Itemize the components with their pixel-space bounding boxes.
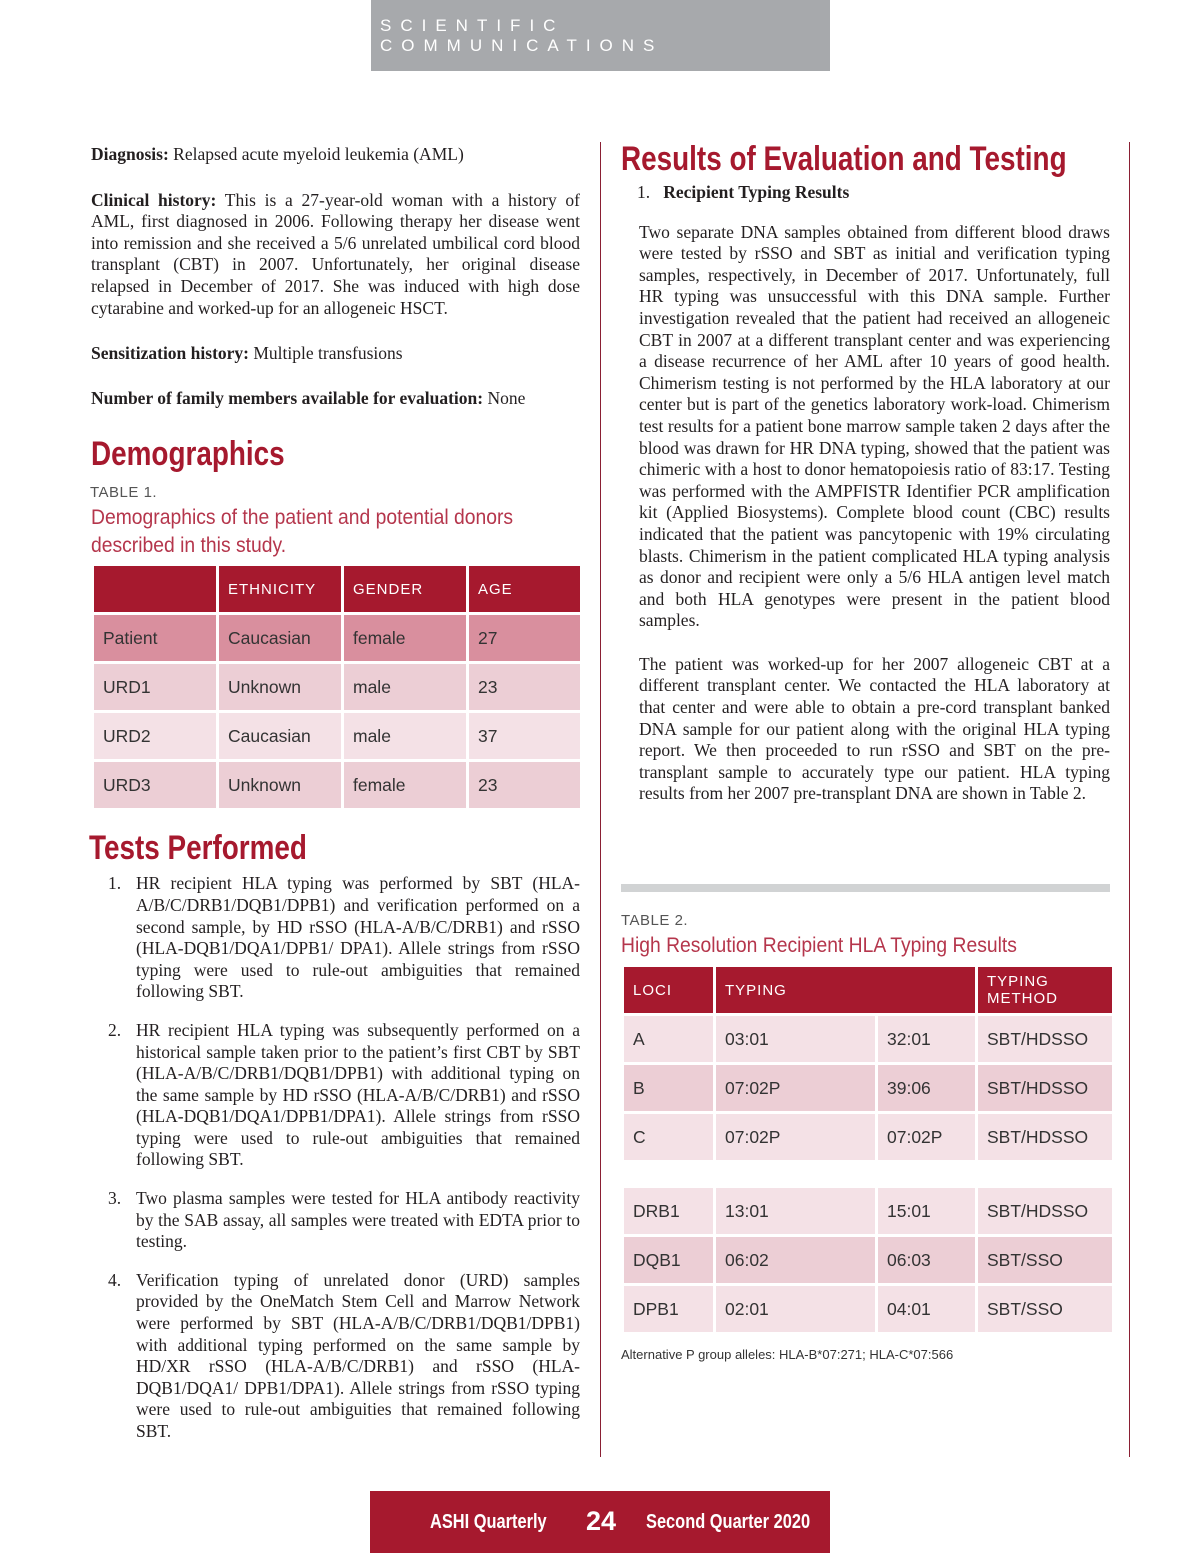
list-text: HR recipient HLA typing was subsequently performed on a historical sample taken prior to the patient’s first CBT by SBT (HLA-A/B/C/DRB1/DQB1/DPB1) with additional typing on the same sample by HD rSSO (HLA-A/B/C/DRB1) and rSSO (HLA-DQB1/DQA1/DPB1/DPA1). Allele strings from rSSO typing were used to rule-out ambiguities that remained following SBT.	[136, 1019, 580, 1170]
table-cell: female	[344, 762, 466, 808]
issue-label: Second Quarter 2020	[646, 1511, 811, 1533]
sensitization-paragraph	[91, 343, 580, 365]
table-cell: 39:06	[878, 1065, 975, 1111]
table-cell: Unknown	[219, 664, 341, 710]
left-column	[91, 142, 580, 1460]
list-number: 4.	[108, 1269, 122, 1290]
subsection-number: 1.	[637, 182, 651, 202]
table-cell: SBT/HDSSO	[978, 1065, 1112, 1111]
results-paragraph-1: Two separate DNA samples obtained from different blood draws were tested by rSSO and SBT as initial and verification typing samples, respectively, in December of 2017. Unfortunately, full HR typing was unsuccessful with this DNA sample. Further investigation revealed that the patient had received an allogeneic CBT in 2007 at a different transplant center and was experiencing a disease recurrence of her AML after 10 years of good health. Chimerism testing is not performed by the HLA laboratory at our center but is part of the genetics laboratory work-load. Chimerism test results for a patient bone marrow sample taken 2 days after the blood was drawn for HR DNA typing, showed that the patient was chimeric with a host to donor hematopoiesis ratio of 83:17. Testing was performed with the AMPFISTR Identifier PCR amplification kit (Applied Biosystems). Complete blood count (CBC) results indicated that the patient was pancytopenic with 19% circulating blasts. Chimerism in the patient complicated HLA typing analysis as donor and recipient were only a 5/6 HLA antigen level match and both HLA genotypes were present in the patient blood samples.	[639, 221, 1110, 631]
section-header-band	[371, 0, 830, 71]
family-members-text: None	[483, 387, 526, 408]
table-cell: DQB1	[624, 1237, 713, 1283]
table-cell: C	[624, 1114, 713, 1160]
table-cell: 06:03	[878, 1237, 975, 1283]
table-row	[94, 713, 580, 759]
table-cell: 15:01	[878, 1188, 975, 1234]
family-members-paragraph	[91, 388, 580, 410]
table-cell: 37	[469, 713, 580, 759]
right-column	[621, 142, 1113, 805]
list-item	[91, 1188, 580, 1253]
table-cell: 02:01	[716, 1286, 875, 1332]
table-row	[624, 1286, 1112, 1332]
table-cell: DRB1	[624, 1188, 713, 1234]
table-cell: 03:01	[716, 1016, 875, 1062]
table-header-row	[624, 967, 1112, 1013]
table-cell: 13:01	[716, 1188, 875, 1234]
table1-title: Demographics of the patient and potential donors described in this study.	[91, 506, 514, 558]
table2-title: High Resolution Recipient HLA Typing Results	[621, 934, 1017, 957]
table-cell: 04:01	[878, 1286, 975, 1332]
family-members-label: Number of family members available for evaluation:	[91, 387, 484, 408]
section-title: SCIENTIFIC COMMUNICATIONS	[380, 15, 664, 55]
diagnosis-text: Relapsed acute myeloid leukemia (AML)	[168, 144, 464, 164]
table2-kicker: TABLE 2.	[621, 912, 689, 929]
column-rule-center	[600, 142, 601, 1457]
results-heading: Results of Evaluation and Testing	[621, 140, 1067, 178]
table-cell: male	[344, 713, 466, 759]
list-number: 1.	[108, 873, 122, 894]
table-cell: URD2	[94, 713, 216, 759]
table-row	[94, 762, 580, 808]
table-cell: Patient	[94, 615, 216, 661]
table-cell: Unknown	[219, 762, 341, 808]
table-cell: 07:02P	[716, 1065, 875, 1111]
column-rule-right	[1129, 142, 1130, 1457]
demographics-heading: Demographics	[91, 435, 285, 474]
table-cell: 23	[469, 762, 580, 808]
clinical-history-text: This is a 27-year-old woman with a history of AML, first diagnosed in 2006. Following therapy her disease went into remission and she received a 5/6 unrelated umbilical cord blood transplant (CBT) in 2007. Unfortunately, her original disease relapsed in December of 2017. She was induced with high dose cytarabine and worked-up for an allogeneic HSCT.	[91, 189, 580, 318]
table-cell: 27	[469, 615, 580, 661]
table-cell: SBT/SSO	[978, 1286, 1112, 1332]
table1-kicker: TABLE 1.	[90, 484, 158, 502]
table-header-row	[94, 566, 580, 612]
table-row	[94, 615, 580, 661]
list-text: Verification typing of unrelated donor (URD) samples provided by the OneMatch Stem Cell and Marrow Network were performed by SBT (HLA-A/B/C/DRB1/DQB1/DPB1) with additional typing performed on the same sample by HD/XR rSSO (HLA-A/B/C/DRB1) and rSSO (HLA-DQB1/DQA1/ DPB1/DPA1). Allele strings from rSSO typing were used to rule-out ambiguities that remained following SBT.	[136, 1269, 580, 1441]
list-text: Two plasma samples were tested for HLA antibody reactivity by the SAB assay, all samples were treated with EDTA prior to testing.	[136, 1188, 580, 1252]
table-cell: 23	[469, 664, 580, 710]
section-divider	[621, 884, 1110, 892]
table-cell: SBT/HDSSO	[978, 1114, 1112, 1160]
table-cell: URD3	[94, 762, 216, 808]
table-row	[624, 1065, 1112, 1111]
table-cell: 06:02	[716, 1237, 875, 1283]
subsection-title	[637, 182, 1113, 204]
table-row	[624, 1114, 1112, 1160]
table-header-cell: AGE	[469, 566, 580, 612]
list-number: 3.	[108, 1188, 122, 1209]
table-cell: 07:02P	[716, 1114, 875, 1160]
page-number: 24	[586, 1506, 617, 1536]
table-cell: SBT/SSO	[978, 1237, 1112, 1283]
table-cell: SBT/HDSSO	[978, 1016, 1112, 1062]
table-header-cell: TYPING	[716, 967, 975, 1013]
table-cell: 32:01	[878, 1016, 975, 1062]
footer-band	[370, 1491, 830, 1553]
tests-performed-heading: Tests Performed	[89, 829, 307, 868]
list-item	[91, 1020, 580, 1171]
results-paragraph-2: The patient was worked-up for her 2007 allogeneic CBT at a different transplant center. We contacted the HLA laboratory at that center and were able to obtain a pre-cord transplant banked DNA sample for our patient along with the original HLA typing report. We then proceeded to run rSSO and SBT on the pre-transplant sample to accurately type our patient. HLA typing results from her 2007 pre-transplant DNA are shown in Table 2.	[639, 653, 1110, 804]
table2-footnote: Alternative P group alleles: HLA-B*07:271; HLA-C*07:566	[621, 1347, 954, 1362]
hla-typing-table	[621, 964, 1115, 1335]
demographics-table	[91, 563, 583, 811]
table-cell: Caucasian	[219, 615, 341, 661]
table-cell: B	[624, 1065, 713, 1111]
table-cell: 07:02P	[878, 1114, 975, 1160]
table-header-cell: LOCI	[624, 967, 713, 1013]
table-cell: A	[624, 1016, 713, 1062]
clinical-history-paragraph	[91, 190, 580, 320]
diagnosis-paragraph	[91, 144, 580, 166]
table-cell: SBT/HDSSO	[978, 1188, 1112, 1234]
table-row	[624, 1188, 1112, 1234]
subsection-label: Recipient Typing Results	[663, 182, 850, 202]
publication-name: ASHI Quarterly	[430, 1511, 547, 1533]
list-number: 2.	[108, 1019, 122, 1040]
sensitization-text: Multiple transfusions	[249, 343, 403, 364]
list-text: HR recipient HLA typing was performed by SBT (HLA-A/B/C/DRB1/DQB1/DPB1) and verification performed on a second sample, by HD rSSO (HLA-A/B/C/DRB1) and rSSO (HLA-DQB1/DQA1/DPB1/ DPA1). Allele strings from rSSO typing were used to rule-out ambiguities that remained following SBT.	[136, 873, 580, 1002]
clinical-history-label: Clinical history:	[91, 189, 217, 210]
list-item	[91, 873, 580, 1003]
table-cell: female	[344, 615, 466, 661]
table-row	[94, 664, 580, 710]
table-row	[624, 1237, 1112, 1283]
sensitization-label: Sensitization history:	[91, 343, 249, 364]
table-header-cell: GENDER	[344, 566, 466, 612]
table-header-cell: TYPING METHOD	[978, 967, 1112, 1013]
diagnosis-label: Diagnosis:	[91, 144, 169, 164]
tests-list	[91, 873, 580, 1442]
table-header-cell: ETHNICITY	[219, 566, 341, 612]
table-cell: Caucasian	[219, 713, 341, 759]
table-header-cell	[94, 566, 216, 612]
table-spacer-row	[624, 1163, 1112, 1185]
table-row	[624, 1016, 1112, 1062]
list-item	[91, 1270, 580, 1443]
table-cell: male	[344, 664, 466, 710]
table2-block	[621, 912, 1113, 1362]
table-cell: DPB1	[624, 1286, 713, 1332]
table-cell: URD1	[94, 664, 216, 710]
